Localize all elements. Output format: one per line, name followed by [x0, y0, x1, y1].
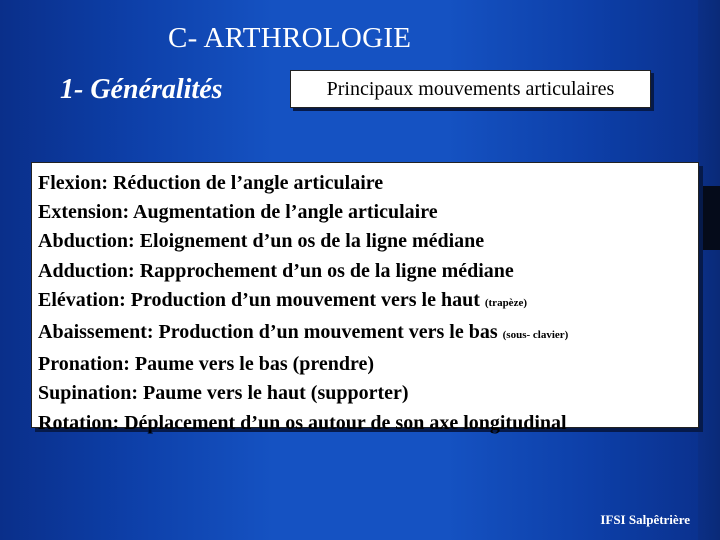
definition-elevation	[38, 286, 698, 318]
definition-abduction	[38, 227, 698, 256]
definition-text: Supination: Paume vers le haut (supporter)	[38, 382, 409, 405]
definition-adduction	[38, 257, 698, 286]
definition-text: Elévation: Production d’un mouvement vers le haut	[38, 288, 480, 311]
definitions-box	[31, 162, 699, 434]
definition-text: Adduction: Rapprochement d’un os de la ligne médiane	[38, 259, 514, 282]
slide-subtitle: 1- Généralités	[60, 74, 223, 105]
definition-abaissement	[38, 318, 698, 350]
definition-supination	[38, 379, 698, 408]
definition-flexion	[38, 169, 698, 198]
definition-note: (trapèze)	[484, 296, 527, 309]
definition-text: Abduction: Eloignement d’un os de la ligne médiane	[38, 230, 485, 253]
slide-title: C- ARTHROLOGIE	[168, 22, 412, 54]
definition-rotation	[38, 409, 698, 438]
section-label: Principaux mouvements articulaires	[326, 77, 615, 100]
definition-note: (sous- clavier)	[502, 329, 569, 342]
footer-credit: IFSI Salpêtrière	[600, 512, 690, 527]
definition-text: Extension: Augmentation de l’angle articulaire	[38, 201, 438, 224]
section-label-box	[290, 70, 651, 108]
definition-extension	[38, 198, 698, 227]
definition-text: Pronation: Paume vers le bas (prendre)	[38, 353, 375, 376]
definition-pronation	[38, 350, 698, 379]
side-stripe	[698, 0, 720, 540]
definition-text: Abaissement: Production d’un mouvement vers le bas	[38, 321, 498, 344]
definition-text: Flexion: Réduction de l’angle articulaire	[38, 172, 384, 194]
definition-text: Rotation: Déplacement d’un os autour de son axe longitudinal	[38, 411, 567, 434]
side-decoration-block	[700, 186, 720, 250]
